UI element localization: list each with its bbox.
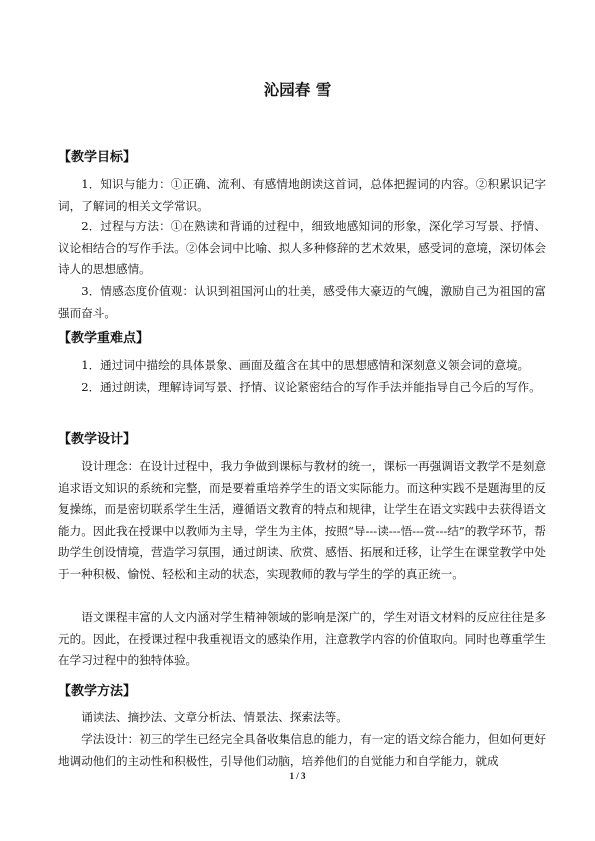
goals-item-1: 1．知识与能力：①正确、流利、有感情地朗读这首词，总体把握词的内容。②积累识记字词，了解词的相关文学常识。 bbox=[58, 177, 546, 213]
methods-item-1: 诵读法、摘抄法、文章分析法、情景法、探索法等。 bbox=[81, 710, 348, 724]
design-item-2: 语文课程丰富的人文内涵对学生精神领域的影响是深广的，学生对语文材料的反应往往是多元的。因此，在授课过程中我重视语文的感染作用，注意教学内容的价值取向。同时也尊重学生在学习过程中的独特体验。 bbox=[58, 610, 546, 667]
design-item-1: 设计理念：在设计过程中，我力争做到课标与教材的统一，课标一再强调语文教学不是刻意追求语文知识的系统和完整，而是要着重培养学生的语文实际能力。而这种实践不是题海里的反复操练，而是密切联系学生生活，遵循语文教育的特点和规律，让学生在语文实践中去获得语文能力。因此我在授课中以教师为主导，学生为主体，按照“导---读---悟---赏---结”的教学环节，帮助学生创设情境，营造学习氛围，通过朗读、欣赏、感悟、拓展和迁移，让学生在课堂教学中处于一种积极、愉悦、轻松和主动的状态，实现教师的教与学生的学的真正统一。 bbox=[58, 459, 546, 581]
key-points-item-1: 1．通过词中描绘的具体景象、画面及蕴含在其中的思想感情和深刻意义领会词的意境。 bbox=[81, 358, 530, 372]
section-heading-goals: 【教学目标】 bbox=[58, 150, 137, 165]
methods-item-2: 学法设计：初三的学生已经完全具备收集信息的能力，有一定的语文综合能力，但如何更好地调动他们的主动性和积极性，引导他们动脑，培养他们的自觉能力和自学能力，就成 bbox=[58, 732, 546, 768]
page-title: 沁园春 雪 bbox=[263, 81, 332, 99]
goals-item-3: 3．情感态度价值观：认识到祖国河山的壮美，感受伟大豪迈的气魄，激励自己为祖国的富强而奋斗。 bbox=[58, 284, 546, 320]
key-points-item-2: 2．通过朗读，理解诗词写景、抒情、议论紧密结合的写作手法并能指导自己今后的写作。 bbox=[81, 380, 541, 394]
page-number: 1 / 3 bbox=[289, 771, 306, 781]
section-heading-methods: 【教学方法】 bbox=[58, 684, 137, 699]
section-heading-design: 【教学设计】 bbox=[58, 432, 137, 447]
goals-item-2: 2．过程与方法：①在熟读和背诵的过程中，细致地感知词的形象，深化学习写景、抒情、议论相结合的写作手法。②体会词中比喻、拟人多种修辞的艺术效果，感受词的意境，深切体会诗人的思想感情。 bbox=[58, 219, 546, 276]
section-heading-key-points: 【教学重难点】 bbox=[58, 331, 150, 346]
